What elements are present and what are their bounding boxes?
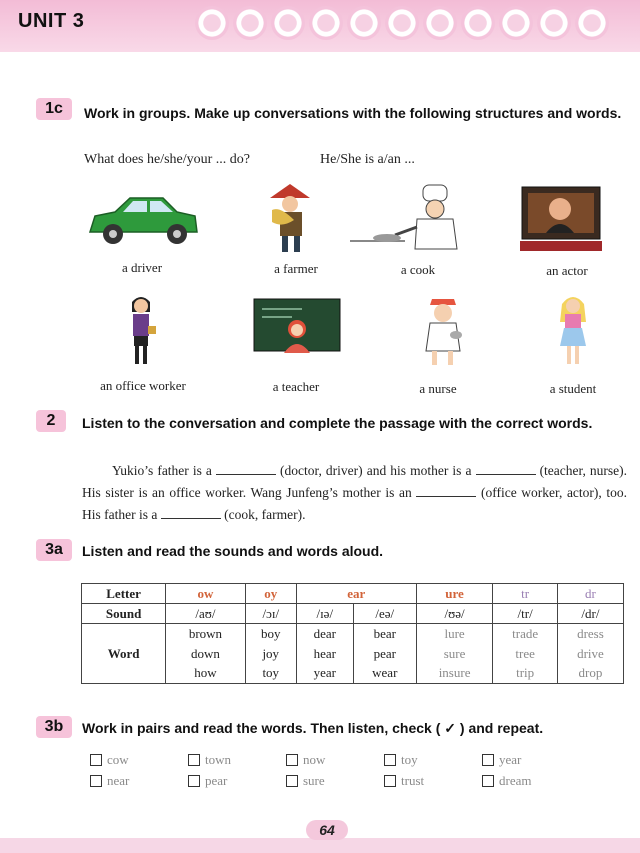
passage-part-3: (teacher, nurse). His sister is an office worker. Wang Junfeng’s mother is an [82,463,628,500]
page-footer [0,838,640,853]
check-item[interactable] [188,773,286,789]
decorative-rings [195,6,609,40]
checkbox[interactable] [384,775,396,787]
caption-actor: an actor [546,263,588,278]
blank-3[interactable] [416,485,476,497]
sound-cell: /ɪə/ [296,604,353,624]
actor-illustration [520,185,602,253]
word-row [82,624,624,644]
section-2-instruction: Listen to the conversation and complete the passage with the correct words. [82,415,593,431]
caption-nurse: a nurse [419,381,457,396]
ring-decoration [309,6,343,40]
blank-2[interactable] [476,463,536,475]
passage [82,460,627,526]
check-word: year [499,752,522,767]
farmer-illustration [260,180,320,255]
caption-teacher: a teacher [272,379,320,394]
word-cell: tree [493,644,558,664]
check-item[interactable] [90,752,188,768]
word-cell: trip [493,664,558,684]
structure-answer: He/She is a/an ... [320,152,415,167]
check-word: dream [499,773,532,788]
ring-decoration [385,6,419,40]
check-word: town [205,752,231,767]
checkbox[interactable] [90,754,102,766]
section-3a-instruction: Listen and read the sounds and words aloud. [82,543,384,559]
check-word: toy [401,752,418,767]
section-1c-instruction: Work in groups. Make up conversations with the following structures and words. [84,105,622,121]
student-illustration [556,292,590,370]
ring-decoration [423,6,457,40]
blank-4[interactable] [161,507,221,519]
ring-decoration [499,6,533,40]
check-item[interactable] [482,773,580,789]
sound-row [82,604,624,624]
checkbox[interactable] [482,754,494,766]
word-cell: sure [416,644,493,664]
section-number-1c: 1c [36,98,72,120]
office-worker-illustration [122,292,160,368]
word-cell: bear [353,624,416,644]
passage-part-2: (doctor, driver) and his mother is a [280,463,472,478]
check-item[interactable] [384,752,482,768]
letter-label: Letter [82,584,166,604]
word-cell: joy [245,644,296,664]
sound-cell: /aʊ/ [166,604,246,624]
letter-cell: dr [557,584,623,604]
check-word: near [107,773,130,788]
letter-cell: ow [166,584,246,604]
page-header [0,0,640,52]
word-cell: brown [166,624,246,644]
check-word: trust [401,773,425,788]
word-label: Word [82,624,166,684]
caption-student: a student [549,381,597,396]
word-cell: hear [296,644,353,664]
check-word: pear [205,773,228,788]
letter-cell: tr [493,584,558,604]
checkbox-row-2 [90,773,580,789]
caption-cook: a cook [400,262,436,277]
check-word: cow [107,752,129,767]
letter-cell: ear [296,584,416,604]
sound-cell: /ʊə/ [416,604,493,624]
word-cell: dear [296,624,353,644]
taxi-illustration [85,190,200,250]
word-cell: toy [245,664,296,684]
word-cell: trade [493,624,558,644]
word-cell: how [166,664,246,684]
checkbox[interactable] [482,775,494,787]
ring-decoration [233,6,267,40]
caption-office-worker: an office worker [100,378,186,393]
word-cell: year [296,664,353,684]
caption-driver: a driver [121,260,163,275]
check-item[interactable] [286,752,384,768]
checkbox[interactable] [90,775,102,787]
teacher-illustration [252,297,342,357]
blank-1[interactable] [216,463,276,475]
check-item[interactable] [384,773,482,789]
checkbox[interactable] [384,754,396,766]
checkbox[interactable] [188,775,200,787]
ring-decoration [195,6,229,40]
word-cell: wear [353,664,416,684]
letter-cell: oy [245,584,296,604]
letter-row [82,584,624,604]
sound-cell: /tr/ [493,604,558,624]
section-number-3a: 3a [36,539,72,561]
section-number-2: 2 [36,410,66,432]
checkbox[interactable] [286,775,298,787]
caption-farmer: a farmer [274,261,318,276]
check-item[interactable] [482,752,580,768]
word-cell: pear [353,644,416,664]
section-3b-instruction: Work in pairs and read the words. Then listen, check ( ✓ ) and repeat. [82,720,544,736]
checkbox-row-1 [90,752,580,768]
word-cell: lure [416,624,493,644]
checkbox[interactable] [286,754,298,766]
ring-decoration [271,6,305,40]
check-item[interactable] [286,773,384,789]
word-cell: dress [557,624,623,644]
passage-part-1: Yukio’s father is a [112,463,212,478]
word-cell: drive [557,644,623,664]
sound-cell: /dr/ [557,604,623,624]
ring-decoration [575,6,609,40]
ring-decoration [461,6,495,40]
letter-cell: ure [416,584,493,604]
checkbox[interactable] [188,754,200,766]
ring-decoration [347,6,381,40]
check-word: now [303,752,326,767]
structure-question: What does he/she/your ... do? [84,152,251,167]
nurse-illustration [418,295,470,369]
section-number-3b: 3b [36,716,72,738]
sound-label: Sound [82,604,166,624]
word-cell: drop [557,664,623,684]
sound-cell: /ɔɪ/ [245,604,296,624]
passage-part-4: (office worker, actor), too. His father is a [82,485,628,522]
check-word: sure [303,773,325,788]
passage-part-5: (cook, farmer). [224,507,306,522]
check-item[interactable] [90,773,188,789]
ring-decoration [537,6,571,40]
word-cell: boy [245,624,296,644]
sound-table [81,583,624,684]
sound-cell: /eə/ [353,604,416,624]
word-cell: down [166,644,246,664]
check-item[interactable] [188,752,286,768]
unit-title: UNIT 3 [18,10,85,32]
word-cell: insure [416,664,493,684]
page-number: 64 [306,820,348,840]
cook-illustration [345,183,475,253]
